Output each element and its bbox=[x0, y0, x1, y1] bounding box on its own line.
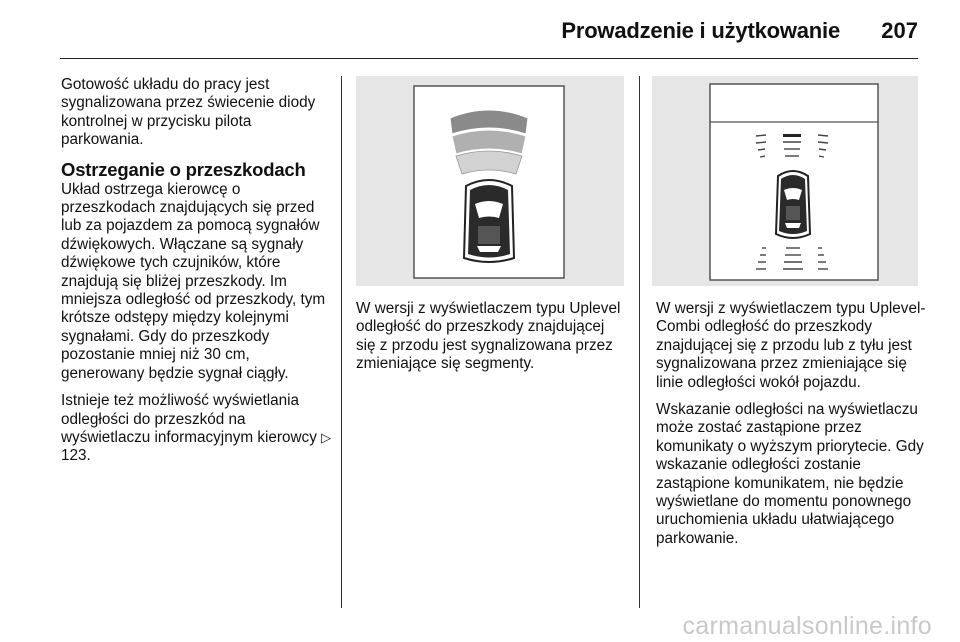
watermark: carmanualsonline.info bbox=[682, 612, 932, 640]
car-top-view-icon bbox=[776, 171, 810, 238]
page-ref-arrow-icon: ▷ bbox=[321, 429, 332, 445]
page-number: 207 bbox=[881, 18, 918, 43]
header-rule bbox=[60, 58, 918, 59]
column-1 bbox=[61, 76, 335, 475]
uplevel-illustration bbox=[356, 76, 624, 286]
column-divider-1 bbox=[341, 76, 342, 608]
paragraph-display bbox=[61, 392, 335, 466]
paragraph-display-text: Istnieje też możliwość wyświetlania odległości do przeszkód na wyświetlaczu informacyjnym kierowcy bbox=[61, 392, 317, 446]
figure-uplevel-combi-display bbox=[652, 76, 918, 286]
paragraph-readiness: Gotowość układu do pracy jest sygnalizowana przez świecenie diody kontrolnej w przycisku pilota parkowania. bbox=[61, 76, 316, 149]
section-title: Prowadzenie i użytkowanie bbox=[561, 18, 840, 43]
paragraph-uplevel: W wersji z wyświetlaczem typu Uplevel odległość do przeszkody znajdującej się z przodu jest sygnalizowana przez zmieniające się segmenty. bbox=[356, 300, 621, 373]
figure-uplevel-display bbox=[356, 76, 624, 286]
heading-obstacle-warning: Ostrzeganie o przeszkodach bbox=[61, 158, 306, 180]
column-divider-2 bbox=[639, 76, 640, 608]
page-ref-number: 123. bbox=[61, 447, 91, 465]
paragraph-uplevel-combi: W wersji z wyświetlaczem typu Uplevel-Combi odległość do przeszkody znajdującej się z przodu lub z tyłu jest sygnalizowana przez zmieniające się linie odległości wokół pojazdu. bbox=[656, 300, 926, 391]
column-3 bbox=[656, 300, 926, 557]
page-header bbox=[0, 0, 960, 60]
uplevel-combi-illustration bbox=[652, 76, 918, 286]
paragraph-priority: Wskazanie odległości na wyświetlaczu może zostać zastąpione przez komunikaty o wyższym priorytecie. Gdy wskazanie odległości zostanie zastąpione komunikatem, nie będzie wyświetlane do momentu ponownego uruchomienia układu ułatwiającego parkowanie. bbox=[656, 401, 924, 547]
paragraph-warning: Układ ostrzega kierowcę o przeszkodach znajdujących się przed lub za pojazdem za pomocą sygnałów dźwiękowych. Włączane są sygnały dźwiękowe tych czujników, które znajdują się bliżej przeszkody. Im mniejsza odległość od przeszkody, tym krótsze odstępy między kolejnymi sygnałami. Gdy do przeszkody pozostanie mniej niż 30 cm, generowany będzie sygnał ciągły. bbox=[61, 180, 326, 382]
column-2 bbox=[356, 300, 624, 383]
car-top-view-icon bbox=[464, 180, 514, 262]
